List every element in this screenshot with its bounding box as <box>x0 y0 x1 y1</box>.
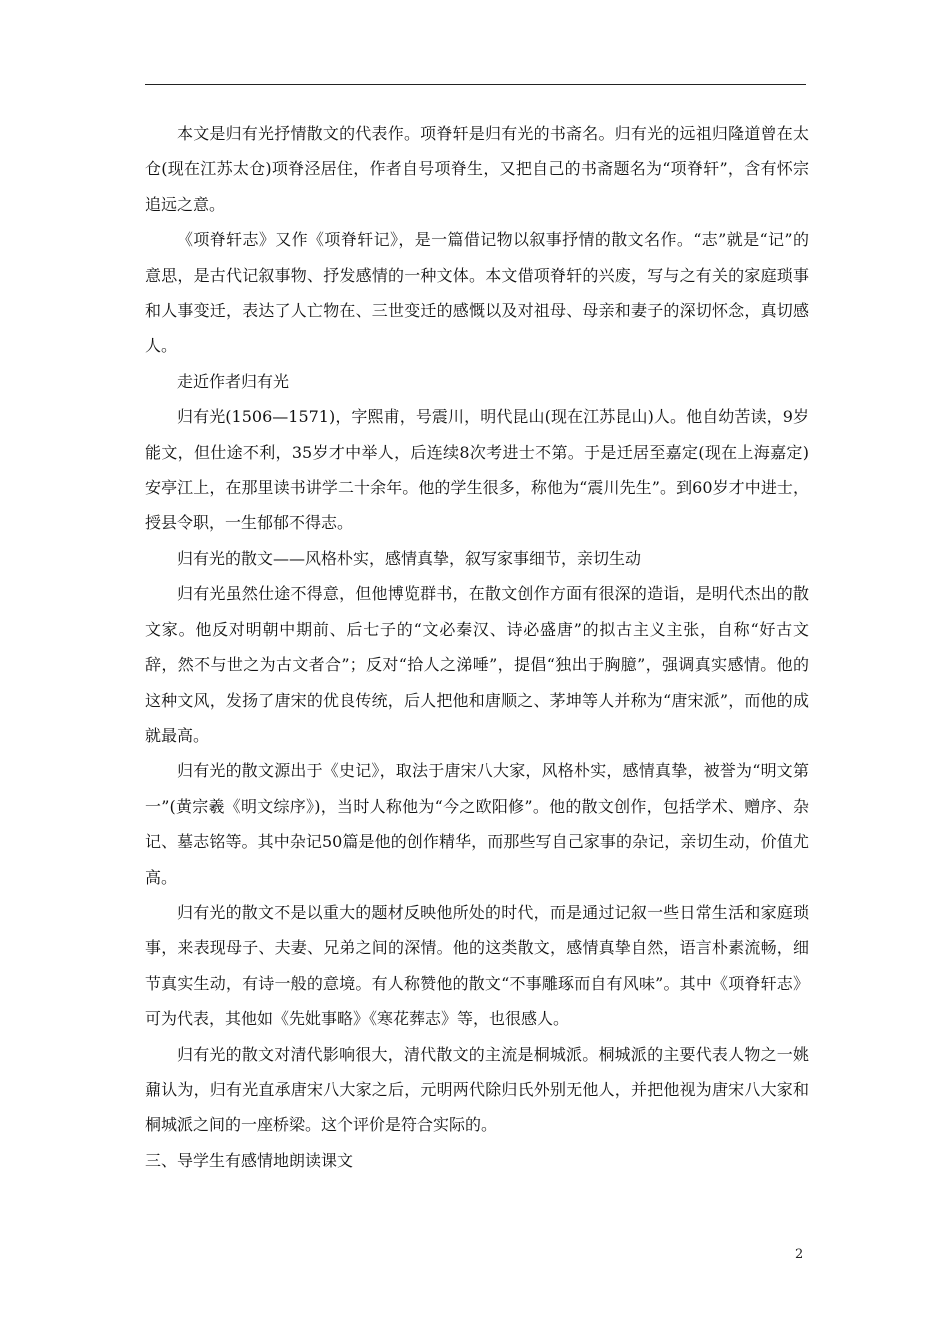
header-rule <box>145 84 806 85</box>
subheading-author: 走近作者归有光 <box>177 371 290 391</box>
document-body <box>145 116 809 1178</box>
paragraph-intro: 本文是归有光抒情散文的代表作。项脊轩是归有光的书斋名。归有光的远祖归隆道曾在太仓(现在江苏太仓)项脊泾居住，作者自号项脊生，又把自己的书斋题名为“项脊轩”，含有怀宗追远之意。 <box>145 124 809 214</box>
paragraph-prose-origin: 归有光的散文源出于《史记》，取法于唐宋八大家，风格朴实，感情真挚，被誉为“明文第一”(黄宗羲《明文综序》)，当时人称他为“今之欧阳修”。他的散文创作，包括学术、赠序、杂记、墓志铭等。其中杂记50篇是他的创作精华，而那些写自己家事的杂记，亲切生动，价值尤高。 <box>145 761 809 887</box>
page-number: 2 <box>795 1247 804 1262</box>
paragraph-prose-influence: 归有光的散文对清代影响很大，清代散文的主流是桐城派。桐城派的主要代表人物之一姚鼐认为，归有光直承唐宋八大家之后，元明两代除归氏外别无他人，并把他视为唐宋八大家和桐城派之间的一座桥梁。这个评价是符合实际的。 <box>145 1044 809 1135</box>
subheading-prose-style: 归有光的散文——风格朴实，感情真挚，叙写家事细节，亲切生动 <box>177 548 642 568</box>
paragraph-prose-achievement: 归有光虽然仕途不得意，但他博览群书，在散文创作方面有很深的造诣，是明代杰出的散文家。他反对明朝中期前、后七子的“文必秦汉、诗必盛唐”的拟古主义主张，自称“好古文辞，然不与世之为古文者合”；反对“拾人之涕唾”，提倡“独出于胸臆”，强调真实感情。他的这种文风，发扬了唐宋的优良传统，后人把他和唐顺之、茅坤等人并称为“唐宋派”，而他的成就最高。 <box>145 584 809 745</box>
paragraph-author-bio: 归有光(1506—1571)，字熙甫，号震川，明代昆山(现在江苏昆山)人。他自幼苦读，9岁能文，但仕途不利，35岁才中举人，后连续8次考进士不第。于是迁居至嘉定(现在上海嘉定)安亭江上，在那里读书讲学二十余年。他的学生很多，称他为“震川先生”。到60岁才中进士，授县令职，一生郁郁不得志。 <box>145 407 809 533</box>
paragraph-title-meaning: 《项脊轩志》又作《项脊轩记》，是一篇借记物以叙事抒情的散文名作。“志”就是“记”的意思，是古代记叙事物、抒发感情的一种文体。本文借项脊轩的兴废，写与之有关的家庭琐事和人事变迁，表达了人亡物在、三世变迁的感慨以及对祖母、母亲和妻子的深切怀念，真切感人。 <box>145 230 809 356</box>
section-heading-reading: 三、导学生有感情地朗读课文 <box>145 1150 354 1170</box>
paragraph-prose-themes: 归有光的散文不是以重大的题材反映他所处的时代，而是通过记叙一些日常生活和家庭琐事，来表现母子、夫妻、兄弟之间的深情。他的这类散文，感情真挚自然，语言朴素流畅，细节真实生动，有诗一般的意境。有人称赞他的散文“不事雕琢而自有风味”。其中《项脊轩志》可为代表，其他如《先妣事略》《寒花葬志》等，也很感人。 <box>145 902 809 1029</box>
